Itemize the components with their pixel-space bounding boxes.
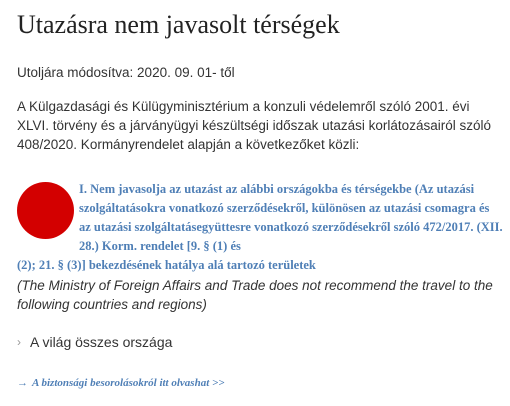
security-classification-link[interactable] xyxy=(17,377,225,389)
list-item-label: A világ összes országa xyxy=(30,334,173,350)
red-alert-dot-icon xyxy=(17,182,74,239)
chevron-right-icon: › xyxy=(17,335,21,349)
page-title: Utazásra nem javasolt térségek xyxy=(17,10,340,39)
last-modified-date: Utoljára módosítva: 2020. 09. 01- től xyxy=(17,65,235,80)
list-item-all-countries[interactable] xyxy=(17,334,172,350)
notice-heading-continued: (2); 21. § (3)] bekezdésének hatálya alá tartozó területek xyxy=(17,258,316,272)
intro-paragraph: A Külgazdasági és Külügyminisztérium a konzuli védelemről szóló 2001. évi XLVI. törvény és a járványügyi készültségi időszak utazási korlátozásairól szóló 408/2020. Kormányrendelet alapján a következőket közli: xyxy=(17,99,491,152)
notice-english-translation: (The Ministry of Foreign Affairs and Trade does not recommend the travel to the following countries and regions) xyxy=(17,278,493,312)
arrow-right-icon: → xyxy=(17,377,28,389)
security-link-label: A biztonsági besorolásokról itt olvashat >> xyxy=(32,377,225,389)
notice-heading: I. Nem javasolja az utazást az alábbi országokba és térségekbe (Az utazási szolgáltatásokra vonatkozó szerződésekről, különösen az utazási csomagra és az utazási szolgáltatásegyüttesre vonatkozó szerződésekről szóló 472/2017. (XII. 28.) Korm. rendelet [9. § (1) és xyxy=(79,182,503,253)
